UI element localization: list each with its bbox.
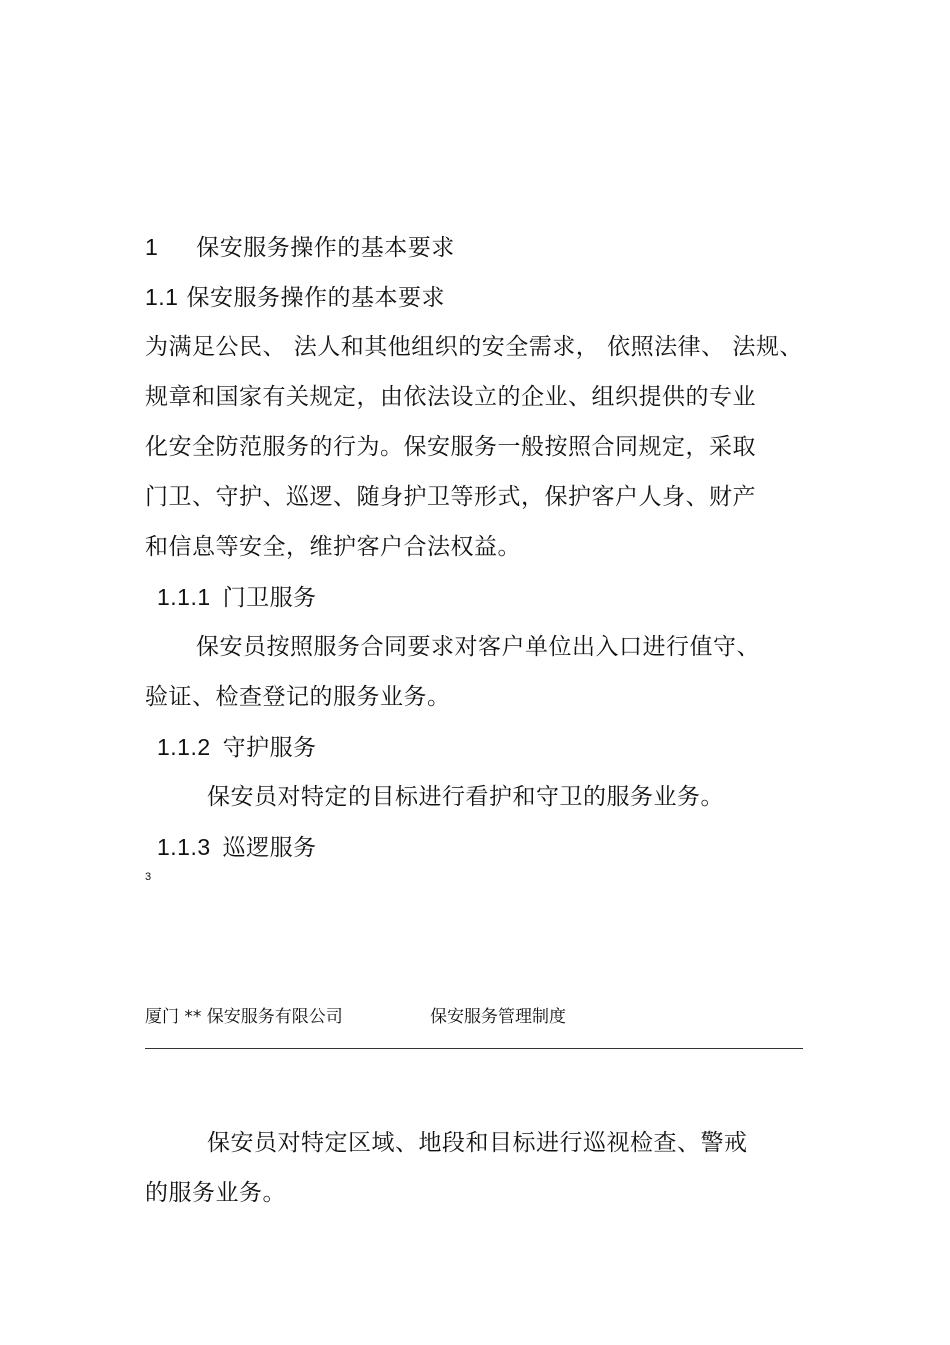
heading-1-1-1-number: 1.1.1 xyxy=(157,584,211,610)
heading-1-1-3 xyxy=(157,832,317,863)
heading-1-1-1 xyxy=(157,582,317,613)
heading-1-1 xyxy=(145,282,445,313)
paragraph-line: 的服务业务。 xyxy=(145,1180,286,1206)
header-rule xyxy=(145,1048,803,1049)
heading-1-number: 1 xyxy=(145,234,159,260)
heading-1-text: 保安服务操作的基本要求 xyxy=(196,235,455,261)
paragraph-line: 保安员对特定区域、地段和目标进行巡视检查、警戒 xyxy=(207,1130,748,1156)
heading-1-1-2-text: 守护服务 xyxy=(222,735,317,761)
paragraph-line: 验证、检查登记的服务业务。 xyxy=(145,684,451,710)
heading-1-1-number: 1.1 xyxy=(145,284,179,310)
heading-1-1-2-number: 1.1.2 xyxy=(157,734,211,760)
heading-1-1-3-number: 1.1.3 xyxy=(157,834,211,860)
header-doc-title: 保安服务管理制度 xyxy=(430,1007,566,1027)
heading-1 xyxy=(145,232,455,263)
heading-1-1-2 xyxy=(157,732,317,763)
paragraph-line: 保安员按照服务合同要求对客户单位出入口进行值守、 xyxy=(196,634,760,660)
header-company: 厦门 ** 保安服务有限公司 xyxy=(145,1007,343,1027)
page-number: 3 xyxy=(145,871,152,883)
paragraph-line: 和信息等安全，维护客户合法权益。 xyxy=(145,534,521,560)
paragraph-line: 保安员对特定的目标进行看护和守卫的服务业务。 xyxy=(207,784,724,810)
heading-1-1-text: 保安服务操作的基本要求 xyxy=(186,285,445,311)
heading-1-1-3-text: 巡逻服务 xyxy=(222,835,317,861)
paragraph-line: 化安全防范服务的行为。保安服务一般按照合同规定，采取 xyxy=(145,434,756,460)
paragraph-line: 门卫、守护、巡逻、随身护卫等形式，保护客户人身、财产 xyxy=(145,484,756,510)
heading-1-1-1-text: 门卫服务 xyxy=(222,585,317,611)
paragraph-line: 规章和国家有关规定，由依法设立的企业、组织提供的专业 xyxy=(145,384,756,410)
paragraph-line: 为满足公民、 法人和其他组织的安全需求， 依照法律、 法规、 xyxy=(145,334,803,360)
